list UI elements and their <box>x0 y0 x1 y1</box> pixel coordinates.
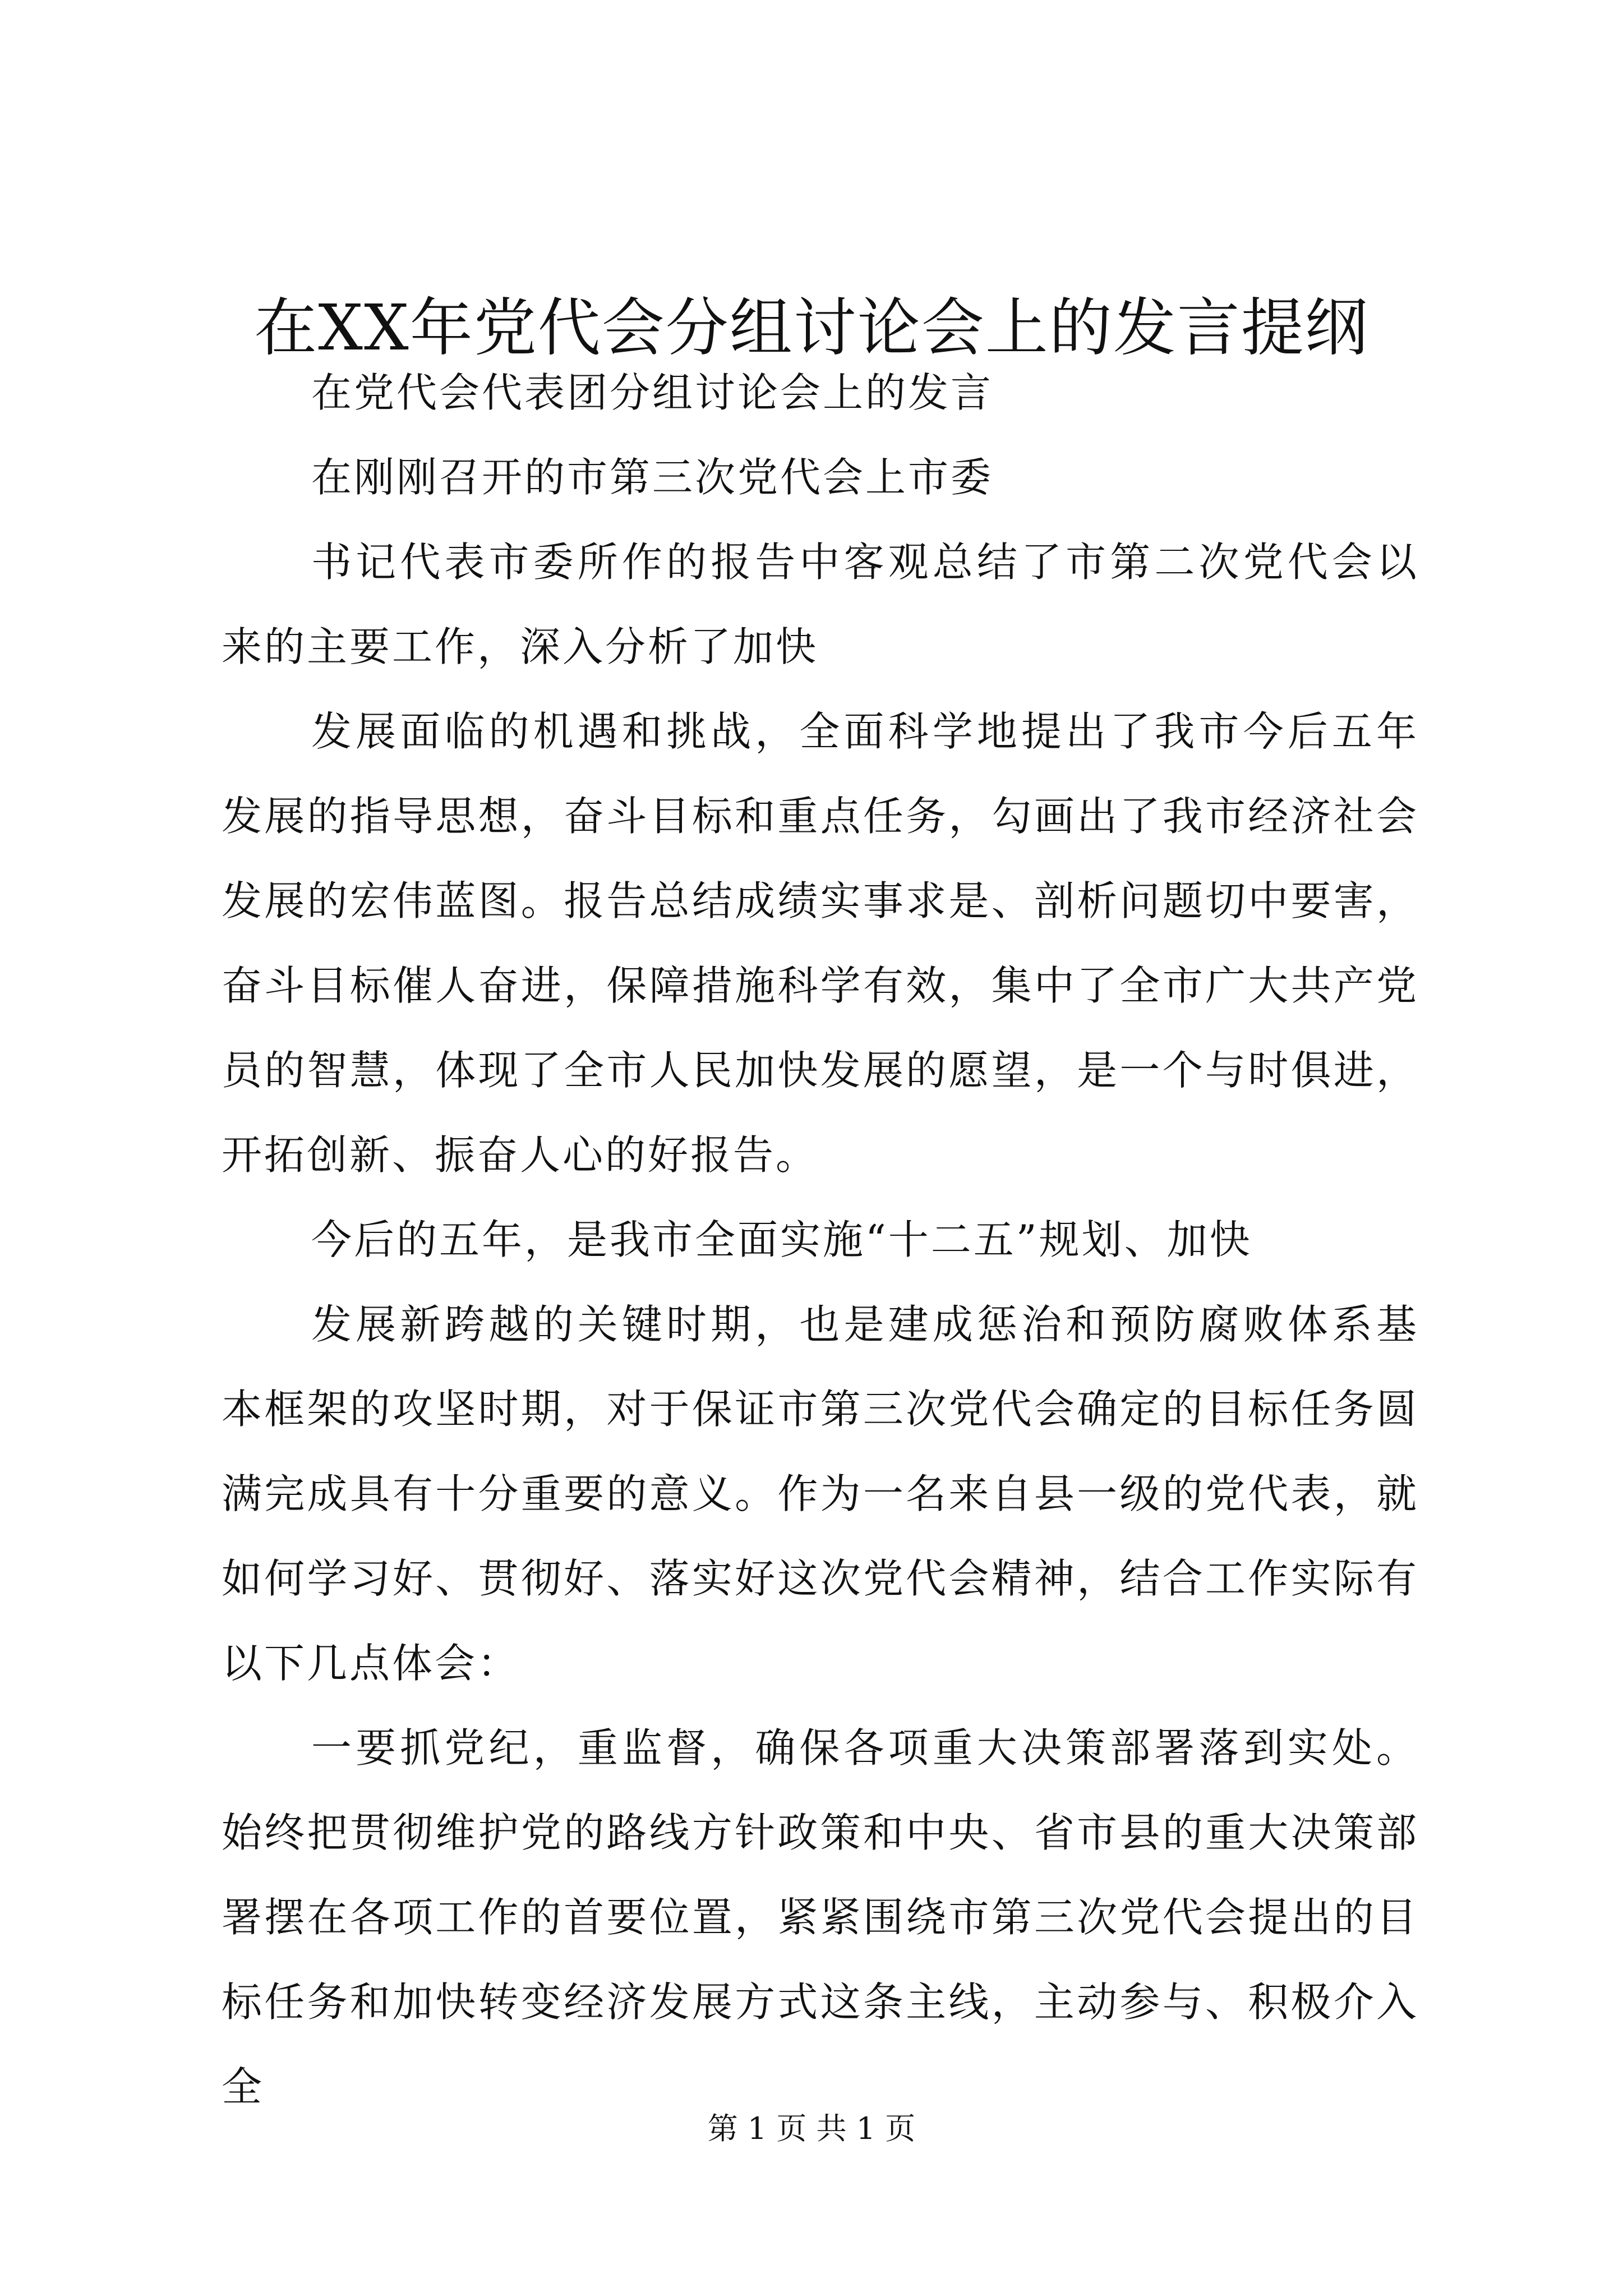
paragraph: 发展新跨越的关键时期，也是建成惩治和预防腐败体系基本框架的攻坚时期，对于保证市第三次党代会确定的目标任务圆满完成具有十分重要的意义。作为一名来自县一级的党代表，就如何学习好、贯彻好、落实好这次党代会精神，结合工作实际有以下几点体会： <box>222 1301 1419 1687</box>
document-body <box>222 351 1419 2129</box>
page-footer: 第 1 页 共 1 页 <box>707 2111 916 2146</box>
paragraph: 今后的五年，是我市全面实施“十二五”规划、加快 <box>311 1216 1252 1263</box>
document-title: 在XX年党代会分组讨论会上的发言提纲 <box>254 292 1369 365</box>
paragraph: 发展面临的机遇和挑战，全面科学地提出了我市今后五年发展的指导思想，奋斗目标和重点任务，勾画出了我市经济社会发展的宏伟蓝图。报告总结成绩实事求是、剖析问题切中要害，奋斗目标催人奋进，保障措施科学有效，集中了全市广大共产党员的智慧，体现了全市人民加快发展的愿望，是一个与时俱进，开拓创新、振奋人心的好报告。 <box>222 708 1419 1179</box>
paragraph: 一要抓党纪，重监督，确保各项重大决策部署落到实处。始终把贯彻维护党的路线方针政策和中央、省市县的重大决策部署摆在各项工作的首要位置，紧紧围绕市第三次党代会提出的目标任务和加快转变经济发展方式这条主线，主动参与、积极介入全 <box>222 1724 1419 2110</box>
paragraph: 在党代会代表团分组讨论会上的发言 <box>311 369 994 416</box>
paragraph: 在刚刚召开的市第三次党代会上市委 <box>311 454 994 501</box>
paragraph: 书记代表市委所作的报告中客观总结了市第二次党代会以来的主要工作，深入分析了加快 <box>222 539 1419 670</box>
